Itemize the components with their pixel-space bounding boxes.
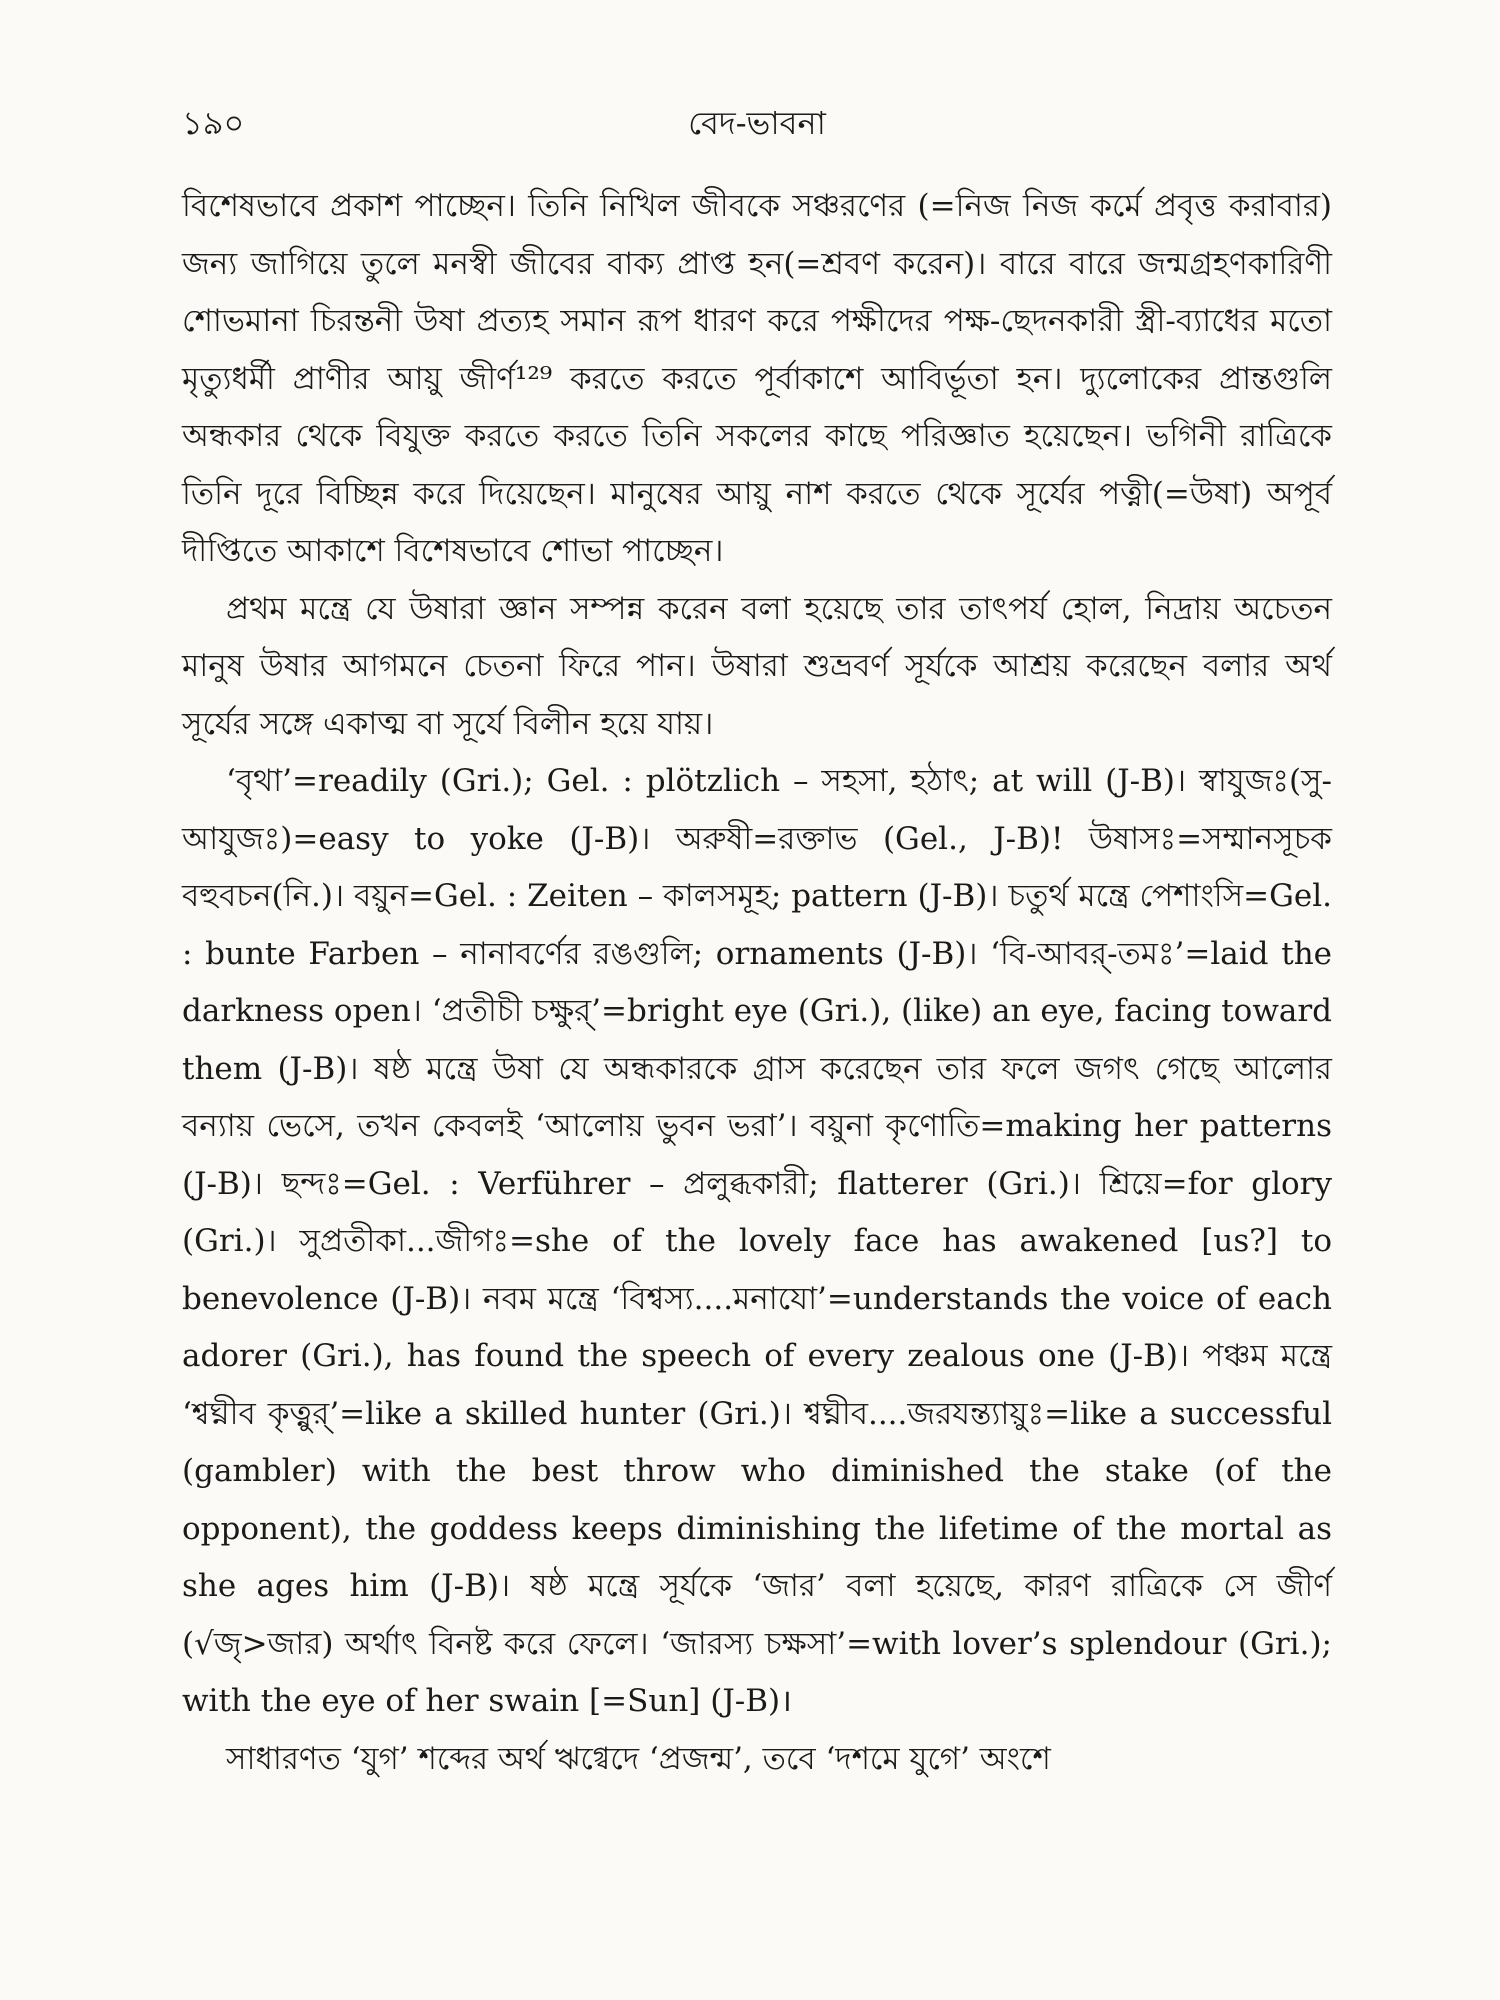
page-number: ১৯০ <box>182 104 245 142</box>
running-title: বেদ-ভাবনা <box>688 104 826 142</box>
paragraph-first-mantra: প্রথম মন্ত্রে যে উষারা জ্ঞান সম্পন্ন করেন বলা হয়েছে তার তাৎপর্য হোল, নিদ্রায় অচেতন মানুষ উষার আগমনে চেতনা ফিরে পান। উষারা শুভ্রবর্ণ সূর্যকে আশ্রয় করেছেন বলার অর্থ সূর্যের সঙ্গে একাত্ম বা সূর্যে বিলীন হয়ে যায়। <box>182 590 1332 742</box>
paragraph-glossary-notes: ‘বৃথা’=readily (Gri.); Gel. : plötzlich – সহসা, হঠাৎ; at will (J-B)। স্বাযুজঃ(সু-আযুজঃ)=easy to yoke (J-B)। অরুষী=রক্তাভ (Gel., J-B)! উষাসঃ=সম্মানসূচক বহুবচন(নি.)। বয়ুন=Gel. : Zeiten – কালসমূহ; pattern (J-B)। চতুর্থ মন্ত্রে পেশাংসি=Gel. : bunte Farben – নানাবর্ণের রঙগুলি; ornaments (J-B)। ‘বি-আবর্-তমঃ’=laid the darkness open। ‘প্রতীচী চক্ষুর্’=bright eye (Gri.), (like) an eye, facing toward them (J-B)। ষষ্ঠ মন্ত্রে উষা যে অন্ধকারকে গ্রাস করেছেন তার ফলে জগৎ গেছে আলোর বন্যায় ভেসে, তখন কেবলই ‘আলোয় ভুবন ভরা’। বয়ুনা কৃণোতি=making her patterns (J-B)। ছন্দঃ=Gel. : Verführer – প্রলুব্ধকারী; flatterer (Gri.)। শ্রিয়ে=for glory (Gri.)। সুপ্রতীকা...জীগঃ=she of the lovely face has awakened [us?] to benevolence (J-B)। নবম মন্ত্রে ‘বিশ্বস্য....মনাযো’=understands the voice of each adorer (Gri.), has found the speech of every zealous one (J-B)। পঞ্চম মন্ত্রে ‘শ্বঘ্নীব কৃত্নুর্’=like a skilled hunter (Gri.)। শ্বঘ্নীব....জরযন্ত্যায়ুঃ=like a successful (gambler) with the best throw who diminished the stake (of the opponent), the goddess keeps diminishing the lifetime of the mortal as she ages him (J-B)। ষষ্ঠ মন্ত্রে সূর্যকে ‘জার’ বলা হয়েছে, কারণ রাত্রিকে সে জীর্ণ (√জৃ>জার) অর্থাৎ বিনষ্ট করে ফেলে। ‘জারস্য চক্ষসা’=with lover’s splendour (Gri.); with the eye of her swain [=Sun] (J-B)। <box>182 763 1332 1719</box>
page-header <box>182 98 1332 142</box>
body-text <box>182 178 1332 1788</box>
paragraph-yuga: সাধারণত ‘যুগ’ শব্দের অর্থ ঋগ্বেদে ‘প্রজন্ম’, তবে ‘দশমে যুগে’ অংশে <box>226 1740 1051 1777</box>
paragraph-continued: বিশেষভাবে প্রকাশ পাচ্ছেন। তিনি নিখিল জীবকে সঞ্চরণের (=নিজ নিজ কর্মে প্রবৃত্ত করাবার) জন্য জাগিয়ে তুলে মনস্বী জীবের বাক্য প্রাপ্ত হন(=শ্রবণ করেন)। বারে বারে জন্মগ্রহণকারিণী শোভমানা চিরন্তনী উষা প্রত্যহ সমান রূপ ধারণ করে পক্ষীদের পক্ষ-ছেদনকারী স্ত্রী-ব্যাধের মতো মৃত্যুধর্মী প্রাণীর আয়ু জীর্ণ¹²⁹ করতে করতে পূর্বাকাশে আবির্ভূতা হন। দ্যুলোকের প্রান্তগুলি অন্ধকার থেকে বিযুক্ত করতে করতে তিনি সকলের কাছে পরিজ্ঞাত হয়েছেন। ভগিনী রাত্রিকে তিনি দূরে বিচ্ছিন্ন করে দিয়েছেন। মানুষের আয়ু নাশ করতে থেকে সূর্যের পত্নী(=উষা) অপূর্ব দীপ্তিতে আকাশে বিশেষভাবে শোভা পাচ্ছেন। <box>182 188 1332 569</box>
